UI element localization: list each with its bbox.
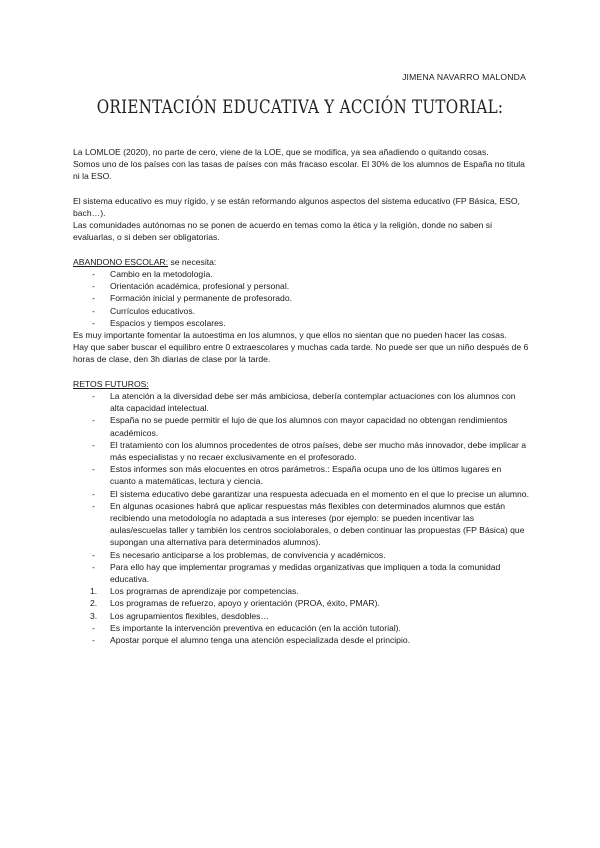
system-paragraph-2: Las comunidades autónomas no se ponen de acuerdo en temas como la ética y la religión, donde no saben si evaluarlas, o si deben ser obligatorias. (73, 220, 492, 243)
list-item: - Cambio en la metodología. (73, 268, 529, 280)
list-item: - Orientación académica, profesional y personal. (73, 280, 529, 292)
list-item: - Formación inicial y permanente de profesorado. (73, 292, 529, 304)
retos-heading: RETOS FUTUROS: (73, 378, 149, 389)
equilibrio-paragraph: Hay que saber buscar el equilibro entre 0 extraescolares y muchas cada tarde. No puede ser que un niño después de 6 horas de clase, den 3h diarias de clase por la tarde. (73, 342, 529, 365)
list-item: - Currículos educativos. (73, 305, 529, 317)
page-title: ORIENTACIÓN EDUCATIVA Y ACCIÓN TUTORIAL: (96, 97, 504, 118)
list-item: - España no se puede permitir el lujo de que los alumnos con mayor capacidad no obtengan rendimientos académicos. (73, 414, 529, 438)
item-text: Los agrupamientos flexibles, desdobles… (110, 610, 270, 621)
numbered-item (73, 610, 529, 622)
list-item: - En algunas ocasiones habrá que aplicar respuestas más flexibles con determinados alumnos que están recibiendo una metodología no adaptada a sus intereses (por ejemplo: se pueden incentivar las aulas/escuelas taller y también los centros sociolaborales, o deben continuar las propuestas (FP Básica) que supongan una alternativa para determinados alumnos). (73, 500, 529, 549)
retos-list (73, 390, 529, 585)
abandono-list (73, 268, 529, 329)
abandono-heading-line (73, 256, 529, 268)
item-text: Los programas de aprendizaje por competencias. (110, 586, 299, 597)
list-item: - Es importante la intervención preventiva en educación (en la acción tutorial). (73, 622, 529, 634)
item-number: 1. (90, 586, 98, 597)
autoestima-paragraph: Es muy importante fomentar la autoestima en los alumnos, y que ellos no sientan que no pueden hacer las cosas. (73, 330, 507, 341)
item-text: Los programas de refuerzo, apoyo y orientación (PROA, éxito, PMAR). (110, 598, 380, 609)
author-name: JIMENA NAVARRO MALONDA (402, 72, 526, 82)
list-item: - La atención a la diversidad debe ser más ambiciosa, debería contemplar actuaciones con los alumnos con alta capacidad intelectual. (73, 390, 529, 414)
system-paragraph-1: El sistema educativo es muy rígido, y se están reformando algunos aspectos del sistema educativo (FP Básica, ESO, bach…). (73, 195, 520, 218)
spacer (73, 366, 529, 378)
document-body (73, 146, 529, 646)
intro-paragraph-2: Somos uno de los países con las tasas de países con más fracaso escolar. El 30% de los alumnos de España no titula ni la ESO. (73, 159, 525, 182)
list-item: - Es necesario anticiparse a los problemas, de convivencia y académicos. (73, 549, 529, 561)
retos-numbered-list (73, 585, 529, 622)
list-item: - Apostar porque el alumno tenga una atención especializada desde el principio. (73, 634, 529, 646)
retos-final-list (73, 622, 529, 646)
list-item: - Estos informes son más elocuentes en otros parámetros.: España ocupa uno de los últimos lugares en cuanto a matemáticas, lectura y ciencia. (73, 463, 529, 487)
intro-paragraph-1: La LOMLOE (2020), no parte de cero, viene de la LOE, que se modifica, ya sea añadiendo o quitando cosas. (73, 147, 489, 157)
numbered-item (73, 597, 529, 609)
spacer (73, 244, 529, 256)
abandono-heading-suffix: se necesita: (168, 256, 217, 267)
list-item: - El sistema educativo debe garantizar una respuesta adecuada en el momento en el que lo precise un alumno. (73, 488, 529, 500)
item-number: 2. (90, 598, 98, 609)
item-number: 3. (90, 610, 98, 621)
list-item: - El tratamiento con los alumnos procedentes de otros países, debe ser mucho más innovador, debe implicar a más especialistas y no recaer exclusivamente en el profesorado. (73, 439, 529, 463)
numbered-item (73, 585, 529, 597)
spacer (73, 183, 529, 195)
list-item: - Espacios y tiempos escolares. (73, 317, 529, 329)
abandono-heading: ABANDONO ESCOLAR: (73, 256, 169, 267)
list-item: - Para ello hay que implementar programas y medidas organizativas que impliquen a toda la comunidad educativa. (73, 561, 529, 585)
